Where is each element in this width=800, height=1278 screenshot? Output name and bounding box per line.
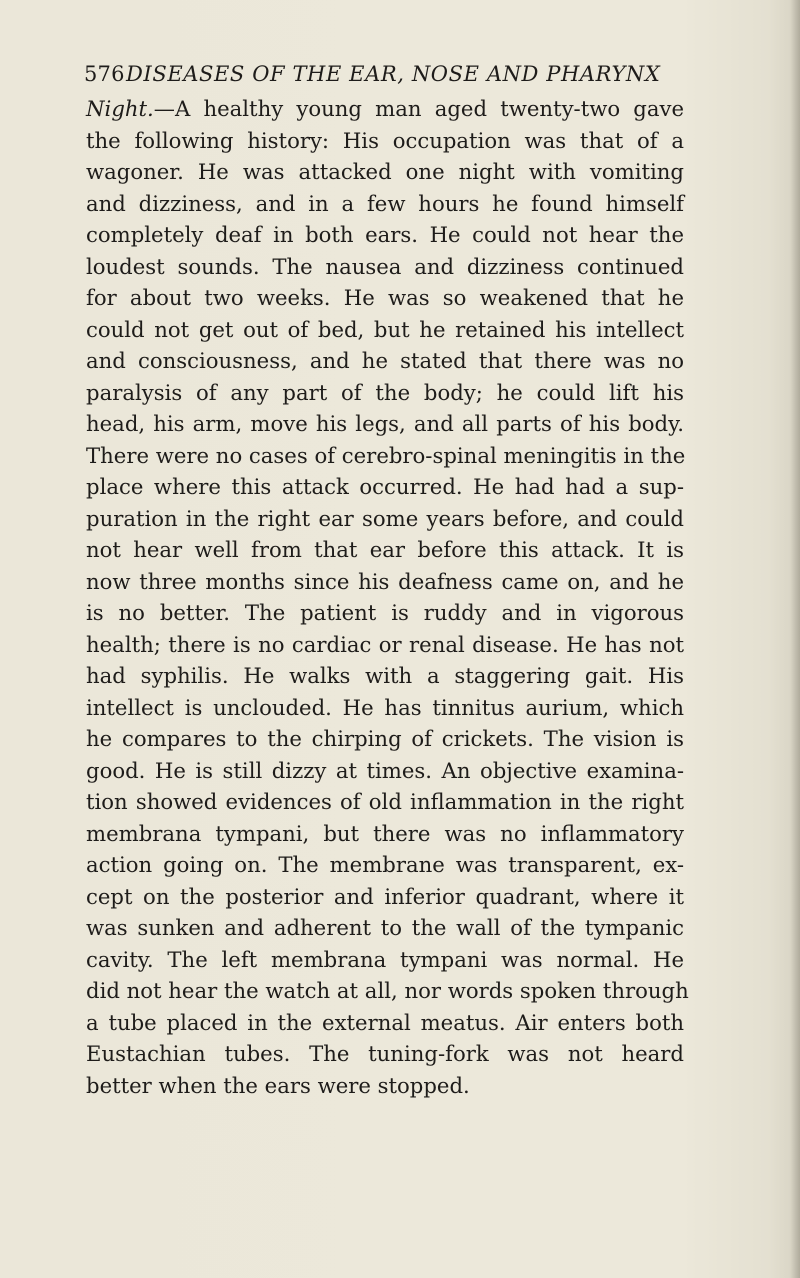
text-line: place where this attack occurred. He had had a sup- <box>86 474 684 499</box>
first-line-rest: —A healthy young man aged twenty-two gave <box>153 96 684 121</box>
running-head <box>84 62 704 86</box>
text-line: completely deaf in both ears. He could not hear the <box>86 222 684 247</box>
text-line: the following history: His occupation was that of a <box>86 127 684 153</box>
text-line: membrana tympani, but there was no inflammatory <box>86 820 684 846</box>
text-line: now three months since his deafness came on, and he <box>86 568 684 594</box>
text-line: puration in the right ear some years before, and could <box>86 505 684 531</box>
text-line: he compares to the chirping of crickets. The vision is <box>86 726 684 751</box>
text-line: intellect is unclouded. He has tinnitus aurium, which <box>86 694 684 720</box>
text-line: cept on the posterior and inferior quadrant, where it <box>86 883 684 909</box>
text-line: paralysis of any part of the body; he could lift his <box>86 379 684 405</box>
text-line: head, his arm, move his legs, and all parts of his body. <box>86 411 684 436</box>
body-paragraph <box>86 93 689 1101</box>
text-line: health; there is no cardiac or renal disease. He has not <box>86 631 684 657</box>
text-line: good. He is still dizzy at times. An objective examina- <box>86 757 684 783</box>
text-line: is no better. The patient is ruddy and in vigorous <box>86 600 684 625</box>
text-line: action going on. The membrane was transparent, ex- <box>86 852 684 877</box>
text-line: could not get out of bed, but he retained his intellect <box>86 316 684 342</box>
text-line: for about two weeks. He was so weakened that he <box>86 285 684 310</box>
text-line: had syphilis. He walks with a staggering gait. His <box>86 663 684 688</box>
text-line: loudest sounds. The nausea and dizziness continued <box>86 253 684 279</box>
lead-italic-word: Night. <box>86 96 154 121</box>
running-title: DISEASES OF THE EAR, NOSE AND PHARYNX <box>126 62 661 86</box>
page-edge-shadow <box>790 0 800 1278</box>
text-line: tion showed evidences of old inflammation in the right <box>86 789 684 814</box>
text-line: and consciousness, and he stated that there was no <box>86 348 684 373</box>
text-line: was sunken and adherent to the wall of the tympanic <box>86 915 684 940</box>
text-line: not hear well from that ear before this attack. It is <box>86 537 684 562</box>
text-line: and dizziness, and in a few hours he found himself <box>86 190 684 216</box>
text-line <box>86 93 684 125</box>
text-line: did not hear the watch at all, nor words spoken through <box>86 978 689 1003</box>
text-line: cavity. The left membrana tympani was normal. He <box>86 946 684 972</box>
text-line: There were no cases of cerebro-spinal meningitis in the <box>86 442 686 468</box>
text-line: wagoner. He was attacked one night with vomiting <box>86 159 684 184</box>
text-line: Eustachian tubes. The tuning-fork was not heard <box>86 1041 684 1066</box>
text-line: better when the ears were stopped. <box>86 1072 470 1098</box>
text-line: a tube placed in the external meatus. Air enters both <box>86 1009 684 1035</box>
page-number: 576 <box>84 62 125 86</box>
